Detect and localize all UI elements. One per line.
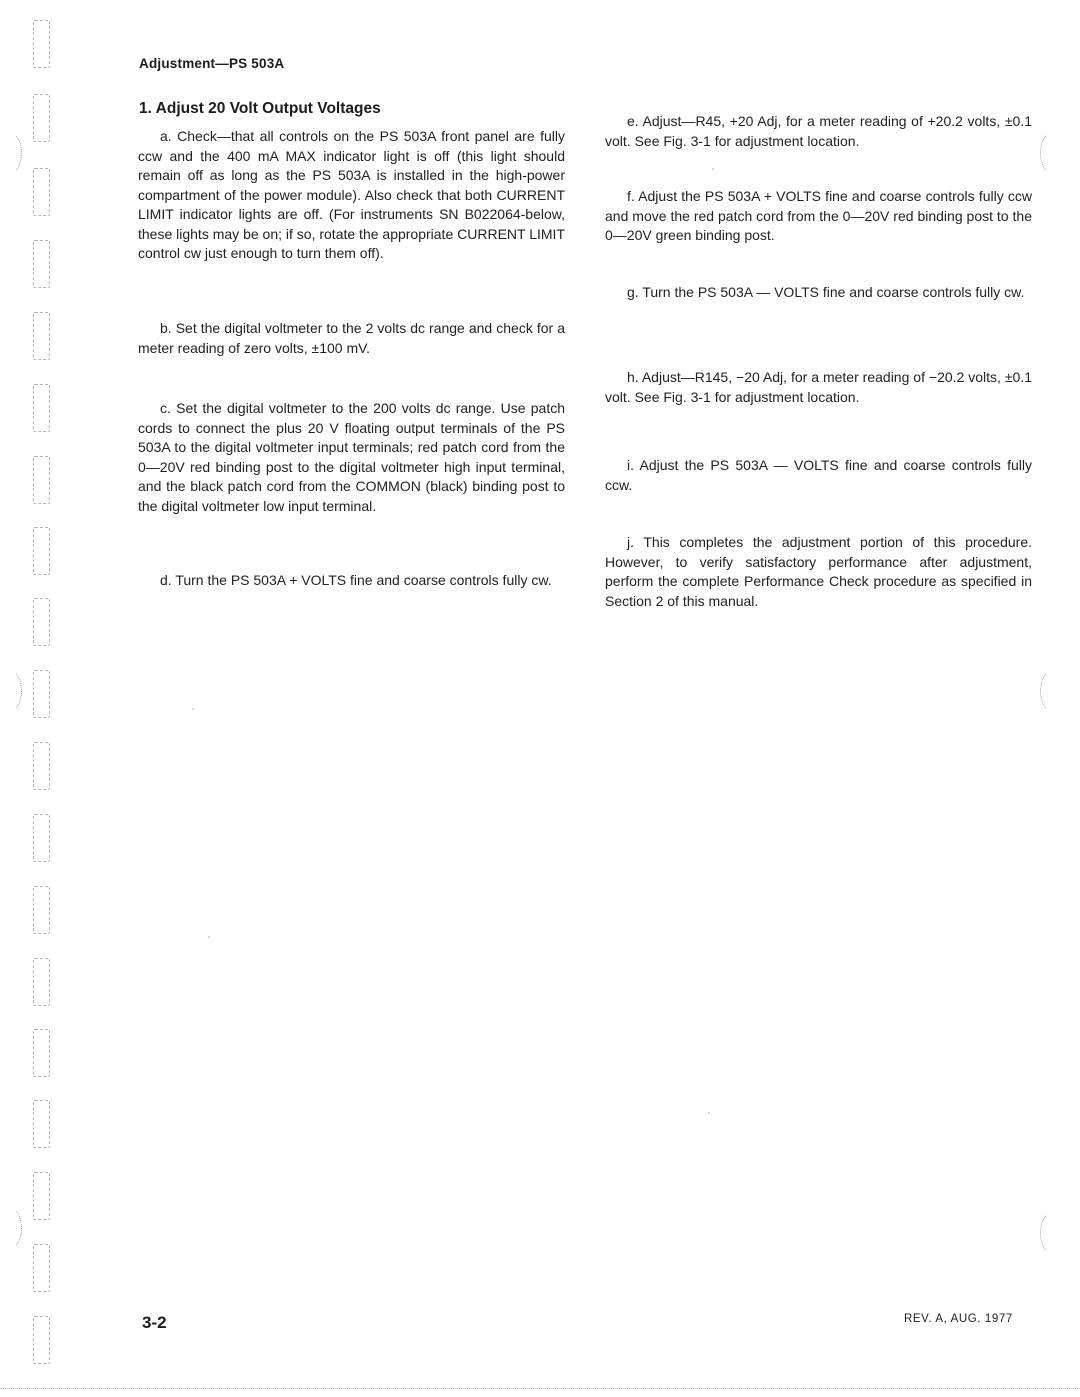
step-d: d. Turn the PS 503A + VOLTS fine and coarse controls fully cw.	[160, 572, 552, 588]
section-heading: 1. Adjust 20 Volt Output Voltages	[139, 100, 381, 117]
step-c: c. Set the digital voltmeter to the 200 volts dc range. Use patch cords to connect the plus 20 V floating output terminals of the PS 503A to the digital voltmeter input terminals; red patch cord from the 0—20V red binding post to the digital voltmeter high input terminal, and the black patch cord from the COMMON (black) binding post to the digital voltmeter low input terminal.	[138, 400, 565, 514]
step-j: j. This completes the adjustment portion of this procedure. However, to verify satisfactory performance after adjustment, perform the complete Performance Check procedure as specified in Section 2 of this manual.	[605, 534, 1032, 609]
binder-hole	[33, 20, 50, 68]
scan-speck	[708, 1112, 710, 1114]
binder-hole	[33, 1244, 50, 1292]
binder-hole	[33, 1172, 50, 1220]
binder-hole	[33, 1100, 50, 1148]
binder-hole	[33, 240, 50, 288]
binder-hole	[33, 886, 50, 934]
step-h: h. Adjust—R145, −20 Adj, for a meter reading of −20.2 volts, ±0.1 volt. See Fig. 3-1 for adjustment location.	[605, 369, 1032, 405]
binder-hole	[33, 312, 50, 360]
step-g: g. Turn the PS 503A — VOLTS fine and coarse controls fully cw.	[627, 284, 1025, 300]
binder-hole	[33, 456, 50, 504]
binder-hole	[33, 1029, 50, 1077]
scan-speck	[712, 168, 714, 170]
step-b: b. Set the digital voltmeter to the 2 volts dc range and check for a meter reading of zero volts, ±100 mV.	[138, 320, 565, 356]
binder-hole	[33, 384, 50, 432]
binder-hole	[33, 168, 50, 216]
page-edge-rule	[0, 1388, 1080, 1389]
binder-hole	[33, 670, 50, 718]
binder-hole	[33, 1316, 50, 1364]
running-head: Adjustment—PS 503A	[139, 56, 285, 71]
scan-speck	[192, 708, 194, 710]
binder-hole	[33, 742, 50, 790]
punch-mark	[1040, 130, 1070, 176]
binder-hole	[33, 94, 50, 142]
step-i: i. Adjust the PS 503A — VOLTS fine and coarse controls fully ccw.	[605, 457, 1032, 493]
binder-hole	[33, 598, 50, 646]
punch-mark	[1040, 668, 1070, 714]
punch-mark	[1040, 1210, 1070, 1256]
binder-hole	[33, 527, 50, 575]
revision-date: REV. A, AUG. 1977	[904, 1313, 1013, 1325]
punch-mark	[0, 1205, 22, 1251]
binder-hole	[33, 814, 50, 862]
binder-hole	[33, 958, 50, 1006]
step-f: f. Adjust the PS 503A + VOLTS fine and coarse controls fully ccw and move the red patch cord from the 0—20V red binding post to the 0—20V green binding post.	[605, 188, 1032, 243]
page-number: 3-2	[142, 1313, 167, 1332]
punch-mark	[0, 668, 22, 714]
step-a: a. Check—that all controls on the PS 503A front panel are fully ccw and the 400 mA MAX indicator light is off (this light should remain off as long as the PS 503A is installed in the high-power compartment of the power module). Also check that both CURRENT LIMIT indicator lights are off. (For instruments SN B022064-below, these lights may be on; if so, rotate the appropriate CURRENT LIMIT control cw just enough to turn them off).	[138, 128, 565, 261]
scan-speck	[208, 936, 210, 938]
step-e: e. Adjust—R45, +20 Adj, for a meter reading of +20.2 volts, ±0.1 volt. See Fig. 3-1 for adjustment location.	[605, 113, 1032, 149]
punch-mark	[0, 130, 22, 176]
